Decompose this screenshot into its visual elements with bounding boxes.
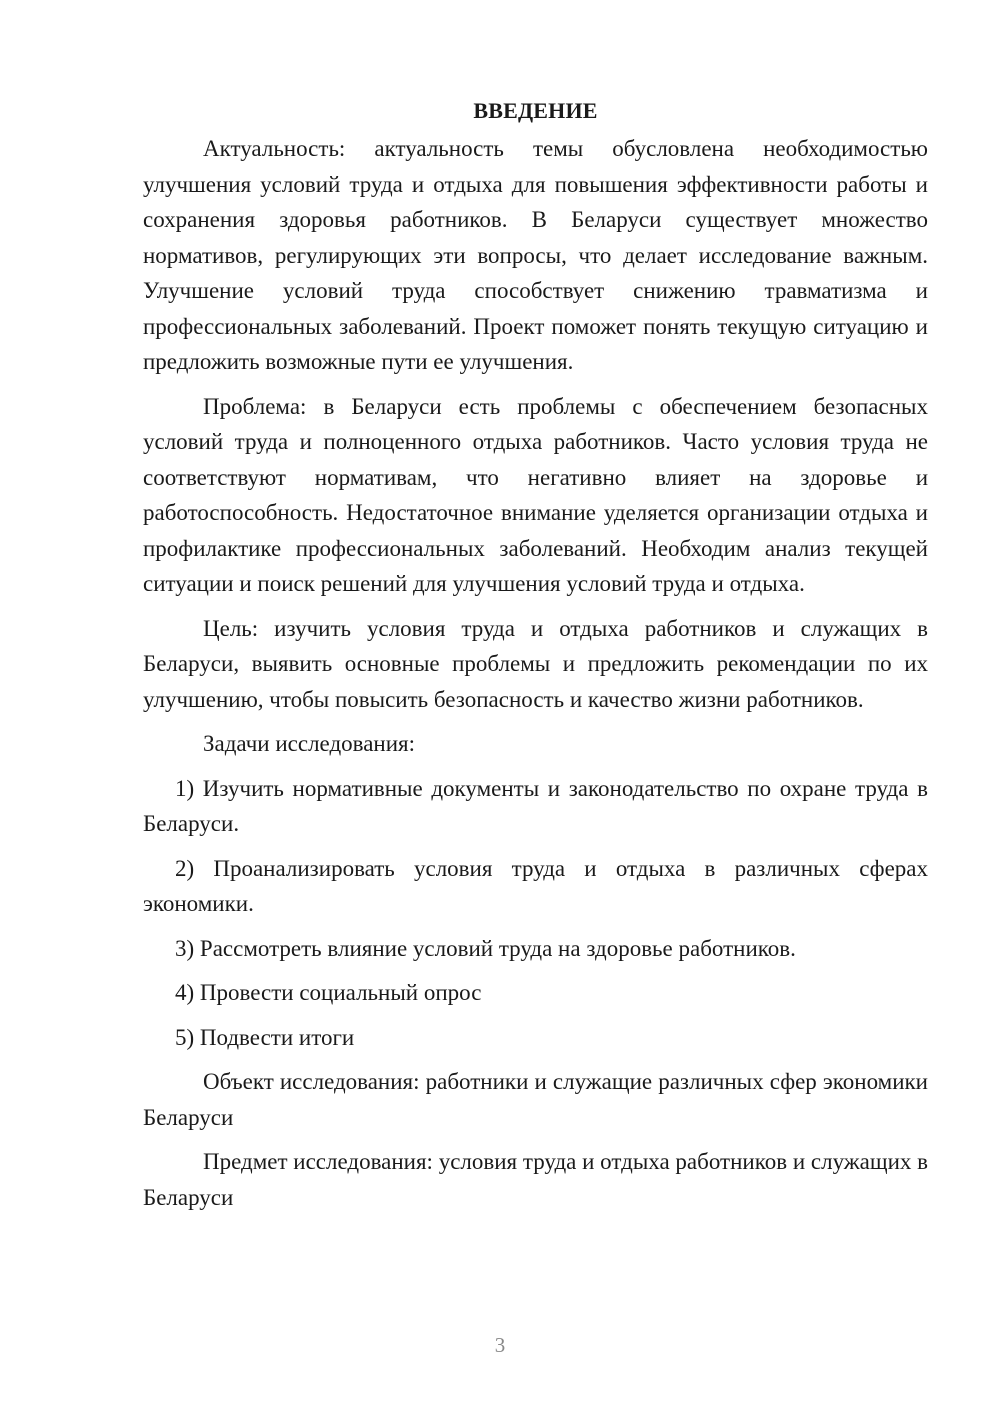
tasks-list (143, 771, 928, 1056)
page-content (143, 93, 928, 1224)
task-item-5: 5) Подвести итоги (175, 1024, 355, 1050)
tasks-title: Задачи исследования: (203, 731, 416, 756)
subject-paragraph: Предмет исследования: условия труда и отдыха работников и служащих в Беларуси (143, 1149, 928, 1210)
task-item-1: 1) Изучить нормативные документы и законодательство по охране труда в Беларуси. (143, 775, 928, 836)
problem-paragraph: Проблема: в Беларуси есть проблемы с обеспечением безопасных условий труда и полноценного отдыха работников. Часто условия труда не соответствуют нормативам, что негативно влияет на здоровье и работоспособность. Недостаточное внимание уделяется организации отдыха и профилактике профессиональных заболеваний. Необходим анализ текущей ситуации и поиск решений для улучшения условий труда и отдыха. (143, 393, 928, 596)
relevance-paragraph: Актуальность: актуальность темы обусловлена необходимостью улучшения условий труда и отдыха для повышения эффективности работы и сохранения здоровья работников. В Беларуси существует множество нормативов, регулирующих эти вопросы, что делает исследование важным. Улучшение условий труда способствует снижению травматизма и профессиональных заболеваний. Проект поможет понять текущую ситуацию и предложить возможные пути ее улучшения. (143, 136, 928, 374)
task-item-2: 2) Проанализировать условия труда и отдыха в различных сферах экономики. (143, 855, 928, 916)
task-item-4: 4) Провести социальный опрос (175, 980, 482, 1005)
object-paragraph: Объект исследования: работники и служащие различных сфер экономики Беларуси (143, 1069, 928, 1130)
task-item-3: 3) Рассмотреть влияние условий труда на здоровье работников. (175, 935, 796, 961)
page-title: ВВЕДЕНИЕ (473, 98, 598, 123)
page-number: 3 (494, 1333, 506, 1357)
goal-paragraph: Цель: изучить условия труда и отдыха работников и служащих в Беларуси, выявить основные проблемы и предложить рекомендации по их улучшению, чтобы повысить безопасность и качество жизни работников. (143, 615, 928, 712)
